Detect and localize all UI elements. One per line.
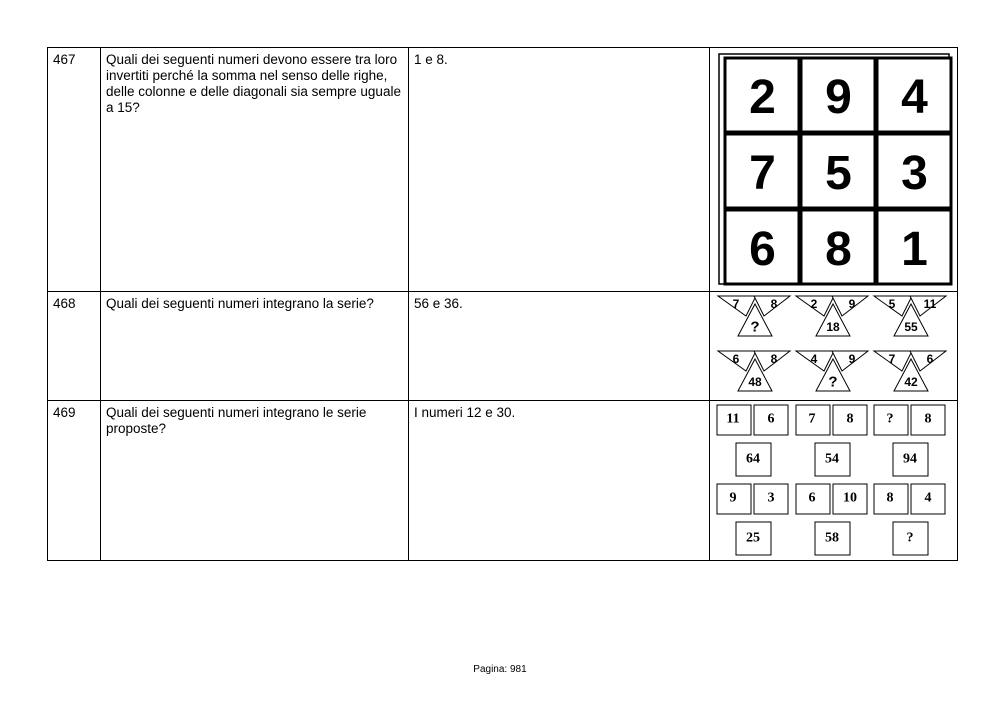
triangle-right-number: 8 xyxy=(770,297,778,311)
grid-number: 5 xyxy=(825,147,852,200)
triangle-series-figure xyxy=(710,292,957,398)
box-left-number: 7 xyxy=(808,411,816,427)
box-left-number: ? xyxy=(886,411,894,427)
triangle-right-number: 9 xyxy=(848,297,856,311)
table-row xyxy=(48,48,958,292)
triangle-right-number: 8 xyxy=(770,352,778,366)
grid-number: 1 xyxy=(901,223,928,276)
question-text: Quali dei seguenti numeri integrano le serie proposte? xyxy=(101,401,409,561)
table-row xyxy=(48,401,958,561)
box-bottom-number: ? xyxy=(906,530,914,546)
magic-square-figure xyxy=(710,48,957,291)
grid-number: 6 xyxy=(749,223,776,276)
box-series-figure xyxy=(710,401,957,560)
page-number: Pagina: 981 xyxy=(473,664,527,675)
triangle-bottom-number: ? xyxy=(750,318,760,336)
box-right-number: 8 xyxy=(924,411,932,427)
box-right-number: 6 xyxy=(767,411,775,427)
box-left-number: 11 xyxy=(726,411,740,427)
box-left-number: 9 xyxy=(729,490,737,506)
question-text: Quali dei seguenti numeri integrano la serie? xyxy=(101,292,409,401)
box-bottom-number: 25 xyxy=(746,530,760,546)
triangle-bottom-number: 55 xyxy=(904,320,918,334)
answer-text: I numeri 12 e 30. xyxy=(409,401,710,561)
page-footer xyxy=(0,664,1000,675)
table-row xyxy=(48,292,958,401)
grid-number: 8 xyxy=(825,223,852,276)
triangle-left-number: 7 xyxy=(888,352,896,366)
grid-number: 2 xyxy=(749,71,776,124)
question-number: 468 xyxy=(48,292,101,401)
box-bottom-number: 94 xyxy=(903,451,917,467)
question-text: Quali dei seguenti numeri devono essere tra loro invertiti perché la somma nel senso delle righe, delle colonne e delle diagonali sia sempre uguale a 15? xyxy=(101,48,409,292)
figure-cell xyxy=(710,292,958,401)
triangle-left-number: 2 xyxy=(810,297,818,311)
box-bottom-number: 64 xyxy=(746,451,760,467)
triangle-bottom-number: 48 xyxy=(748,375,762,389)
box-left-number: 8 xyxy=(886,490,894,506)
grid-number: 3 xyxy=(901,147,928,200)
answer-text: 1 e 8. xyxy=(409,48,710,292)
triangle-left-number: 4 xyxy=(810,352,818,366)
question-number: 467 xyxy=(48,48,101,292)
box-left-number: 6 xyxy=(808,490,816,506)
questions-table xyxy=(47,47,958,561)
box-right-number: 8 xyxy=(846,411,854,427)
box-bottom-number: 58 xyxy=(825,530,839,546)
triangle-right-number: 11 xyxy=(923,297,937,311)
grid-number: 4 xyxy=(901,71,928,124)
answer-text: 56 e 36. xyxy=(409,292,710,401)
triangle-left-number: 6 xyxy=(732,352,740,366)
triangle-right-number: 9 xyxy=(848,352,856,366)
grid-number: 7 xyxy=(749,147,776,200)
triangle-bottom-number: ? xyxy=(828,373,838,391)
figure-cell xyxy=(710,401,958,561)
box-right-number: 4 xyxy=(924,490,932,506)
question-number: 469 xyxy=(48,401,101,561)
box-right-number: 10 xyxy=(843,490,857,506)
triangle-left-number: 5 xyxy=(888,297,896,311)
triangle-bottom-number: 42 xyxy=(904,375,918,389)
grid-number: 9 xyxy=(825,71,852,124)
triangle-bottom-number: 18 xyxy=(826,320,840,334)
box-right-number: 3 xyxy=(767,490,775,506)
triangle-left-number: 7 xyxy=(732,297,740,311)
box-bottom-number: 54 xyxy=(825,451,839,467)
triangle-right-number: 6 xyxy=(926,352,934,366)
figure-cell xyxy=(710,48,958,292)
